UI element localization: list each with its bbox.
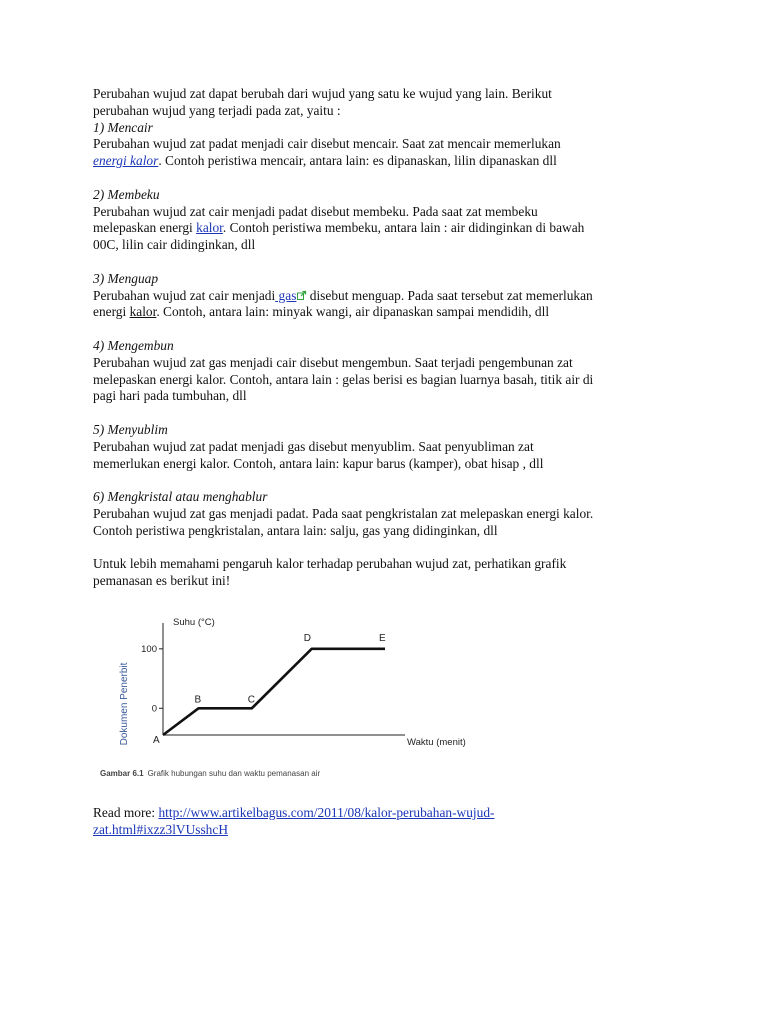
heading-menyublim: 5) Menyublim [93,421,168,437]
energi-kalor-link[interactable]: energi kalor [93,153,159,169]
membeku-line-2-after: . Contoh peristiwa membeku, antara lain : air didinginkan di bawah [222,220,585,236]
kalor-link-2[interactable]: kalor [129,304,157,320]
heading-membeku: 2) Membeku [93,186,160,202]
figure-caption [100,769,320,778]
mencair-line-2-text: . Contoh peristiwa mencair, antara lain: es dipanaskan, lilin dipanaskan dll [158,153,557,169]
heading-menguap: 3) Menguap [93,270,159,286]
caption-text: Grafik hubungan suhu dan waktu pemanasan air [147,769,321,778]
read-more-url-2[interactable]: zat.html#ixzz3lVUsshcH [93,821,228,837]
heading-mengkristal: 6) Mengkristal atau menghablur [93,489,268,505]
membeku-line-2 [93,220,683,237]
membeku-line-3: 00C, lilin cair didinginkan, dll [93,237,256,253]
mengkristal-line-1: Perubahan wujud zat gas menjadi padat. Pada saat pengkristalan zat melepaskan energi kalor. [93,505,594,521]
heading-mengembun: 4) Mengembun [93,337,174,353]
mencair-line-2 [93,153,683,170]
point-label-b: B [194,694,202,706]
menyublim-line-2: memerlukan energi kalor. Contoh, antara lain: kapur barus (kamper), obat hisap , dll [93,455,544,471]
mengembun-line-2: melepaskan energi kalor. Contoh, antara lain : gelas berisi es bagian luarnya basah, titik air di [93,371,594,387]
menguap-line-2 [93,304,683,321]
x-axis-label: Waktu (menit) [407,737,466,748]
menguap-line-2-after: . Contoh, antara lain: minyak wangi, air dipanaskan sampai mendidih, dll [156,304,550,320]
point-label-c: C [247,694,256,706]
menyublim-line-1: Perubahan wujud zat padat menjadi gas disebut menyublim. Saat penyubliman zat [93,438,534,454]
read-more-url-1[interactable]: http://www.artikelbagus.com/2011/08/kalor-perubahan-wujud- [158,805,495,820]
menguap-line-1-after: disebut menguap. Pada saat tersebut zat memerlukan [306,287,593,303]
heating-graph [100,609,485,785]
point-label-a: A [153,735,160,746]
heating-graph-figure [100,609,485,785]
closing-line-2: pemanasan es berikut ini! [93,573,231,589]
y-axis-label: Suhu (°C) [173,617,215,628]
document-body [93,86,683,590]
intro-line-1: Perubahan wujud zat dapat berubah dari wujud yang satu ke wujud yang lain. Berikut [93,86,552,101]
membeku-line-1: Perubahan wujud zat cair menjadi padat disebut membeku. Pada saat zat membeku [93,203,538,219]
membeku-line-2-before: melepaskan energi [93,220,197,236]
point-label-e: E [379,632,386,644]
heading-mencair: 1) Mencair [93,119,153,135]
mengembun-line-3: pagi hari pada tumbuhan, dll [93,388,247,404]
menguap-line-1-before: Perubahan wujud zat cair menjadi [93,287,276,303]
menguap-line-2-before: energi [93,304,130,320]
closing-line-1: Untuk lebih memahami pengaruh kalor terhadap perubahan wujud zat, perhatikan grafik [93,556,567,572]
menguap-line-1 [93,288,683,305]
series-line [163,649,385,735]
mencair-line-1: Perubahan wujud zat padat menjadi cair disebut mencair. Saat zat mencair memerlukan [93,136,561,152]
kalor-link[interactable]: kalor [196,220,223,236]
read-more-label: Read more: [93,805,159,820]
read-more [93,805,653,839]
gas-link[interactable]: gas [275,287,297,303]
mengembun-line-1: Perubahan wujud zat gas menjadi cair disebut mengembun. Saat terjadi pengembunan zat [93,354,573,370]
watermark-text: Dokumen Penerbit [119,662,130,746]
point-label-d: D [303,632,311,644]
y-tick-label: 0 [151,703,157,715]
caption-label: Gambar 6.1 [100,769,144,778]
y-tick-label: 100 [141,643,157,655]
intro-line-2: perubahan wujud yang terjadi pada zat, yaitu : [93,102,341,118]
mengkristal-line-2: Contoh peristiwa pengkristalan, antara lain: salju, gas yang didinginkan, dll [93,522,498,538]
